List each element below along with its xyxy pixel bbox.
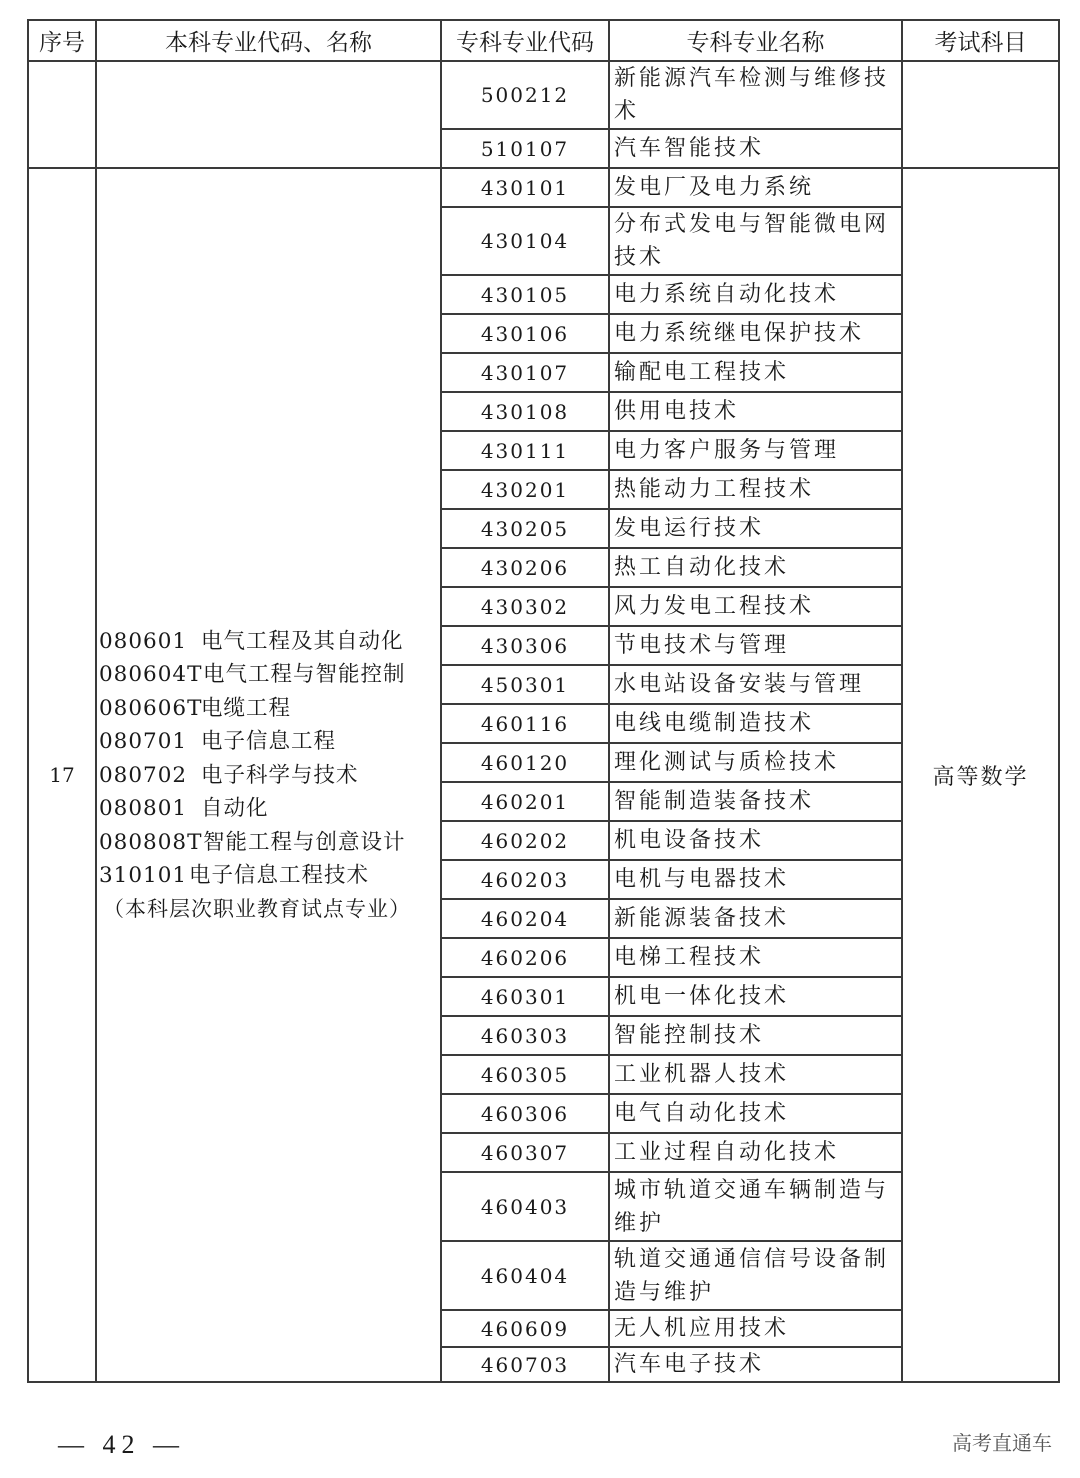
group-no-cell: 17 <box>28 168 96 1382</box>
name-cell: 输配电工程技术 <box>609 353 902 392</box>
name-cell: 电力系统自动化技术 <box>609 275 902 314</box>
name-cell: 理化测试与质检技术 <box>609 743 902 782</box>
name-cell: 新能源汽车检测与维修技术 <box>609 61 902 129</box>
name-cell: 电机与电器技术 <box>609 860 902 899</box>
header-name: 专科专业名称 <box>609 20 902 61</box>
name-cell: 分布式发电与智能微电网技术 <box>609 207 902 275</box>
undergrad-major: 080801 自动化 <box>99 796 269 821</box>
code-cell: 460203 <box>441 860 609 899</box>
watermark: 高考直通车 <box>952 1431 1052 1455</box>
name-cell: 智能控制技术 <box>609 1016 902 1055</box>
code-cell: 430104 <box>441 207 609 275</box>
name-cell: 电线电缆制造技术 <box>609 704 902 743</box>
code-cell: 430206 <box>441 548 609 587</box>
continuation-no-cell <box>28 61 96 168</box>
code-cell: 430201 <box>441 470 609 509</box>
undergrad-major: 310101电子信息工程技术 <box>99 863 370 888</box>
undergrad-major: 080702 电子科学与技术 <box>99 762 359 788</box>
name-cell: 电力客户服务与管理 <box>609 431 902 470</box>
name-cell: 新能源装备技术 <box>609 899 902 938</box>
code-cell: 430106 <box>441 314 609 353</box>
code-cell: 460703 <box>441 1347 609 1382</box>
code-cell: 460305 <box>441 1055 609 1094</box>
header-code: 专科专业代码 <box>441 20 609 61</box>
name-cell: 电力系统继电保护技术 <box>609 314 902 353</box>
name-cell: 机电设备技术 <box>609 821 902 860</box>
undergrad-note: （本科层次职业教育试点专业） <box>103 896 411 921</box>
name-cell: 无人机应用技术 <box>609 1310 902 1347</box>
undergrad-majors-cell <box>96 168 441 1382</box>
name-cell: 风力发电工程技术 <box>609 587 902 626</box>
name-cell: 电梯工程技术 <box>609 938 902 977</box>
name-cell: 热能动力工程技术 <box>609 470 902 509</box>
name-cell: 工业机器人技术 <box>609 1055 902 1094</box>
undergrad-major: 080701 电子信息工程 <box>99 729 337 754</box>
code-cell: 430101 <box>441 168 609 207</box>
code-cell: 460303 <box>441 1016 609 1055</box>
header-row <box>28 20 1059 61</box>
name-cell: 机电一体化技术 <box>609 977 902 1016</box>
name-cell: 发电厂及电力系统 <box>609 168 902 207</box>
name-cell: 城市轨道交通车辆制造与维护 <box>609 1172 902 1241</box>
code-cell: 430111 <box>441 431 609 470</box>
name-cell: 电气自动化技术 <box>609 1094 902 1133</box>
undergrad-major: 080604T电气工程与智能控制 <box>99 662 406 687</box>
page-number: — 42 — <box>58 1430 185 1459</box>
code-cell: 460202 <box>441 821 609 860</box>
name-cell: 汽车智能技术 <box>609 129 902 168</box>
name-cell: 水电站设备安装与管理 <box>609 665 902 704</box>
continuation-undergrad-cell <box>96 61 441 168</box>
code-cell: 430105 <box>441 275 609 314</box>
code-cell: 460306 <box>441 1094 609 1133</box>
undergrad-major: 080606T电缆工程 <box>99 695 292 721</box>
code-cell: 460403 <box>441 1172 609 1241</box>
header-no: 序号 <box>28 20 96 61</box>
code-cell: 460301 <box>441 977 609 1016</box>
name-cell: 工业过程自动化技术 <box>609 1133 902 1172</box>
code-cell: 460201 <box>441 782 609 821</box>
header-undergrad: 本科专业代码、名称 <box>96 20 441 61</box>
code-cell: 460120 <box>441 743 609 782</box>
code-cell: 460609 <box>441 1310 609 1347</box>
code-cell: 430107 <box>441 353 609 392</box>
code-cell: 460204 <box>441 899 609 938</box>
code-cell: 430205 <box>441 509 609 548</box>
undergrad-major: 080808T智能工程与创意设计 <box>99 829 406 855</box>
majors-table <box>27 19 1060 1383</box>
code-cell: 500212 <box>441 61 609 129</box>
code-cell: 460307 <box>441 1133 609 1172</box>
header-exam: 考试科目 <box>902 20 1059 61</box>
undergrad-major: 080601 电气工程及其自动化 <box>99 628 404 654</box>
name-cell: 智能制造装备技术 <box>609 782 902 821</box>
code-cell: 430306 <box>441 626 609 665</box>
code-cell: 460116 <box>441 704 609 743</box>
continuation-exam-cell <box>902 61 1059 168</box>
code-cell: 430108 <box>441 392 609 431</box>
code-cell: 430302 <box>441 587 609 626</box>
name-cell: 节电技术与管理 <box>609 626 902 665</box>
name-cell: 轨道交通通信信号设备制造与维护 <box>609 1241 902 1310</box>
name-cell: 汽车电子技术 <box>609 1347 902 1382</box>
code-cell: 510107 <box>441 129 609 168</box>
table-row <box>28 61 1059 129</box>
name-cell: 热工自动化技术 <box>609 548 902 587</box>
name-cell: 供用电技术 <box>609 392 902 431</box>
code-cell: 450301 <box>441 665 609 704</box>
name-cell: 发电运行技术 <box>609 509 902 548</box>
exam-subject-cell: 高等数学 <box>902 168 1059 1382</box>
code-cell: 460206 <box>441 938 609 977</box>
table-row <box>28 168 1059 207</box>
code-cell: 460404 <box>441 1241 609 1310</box>
